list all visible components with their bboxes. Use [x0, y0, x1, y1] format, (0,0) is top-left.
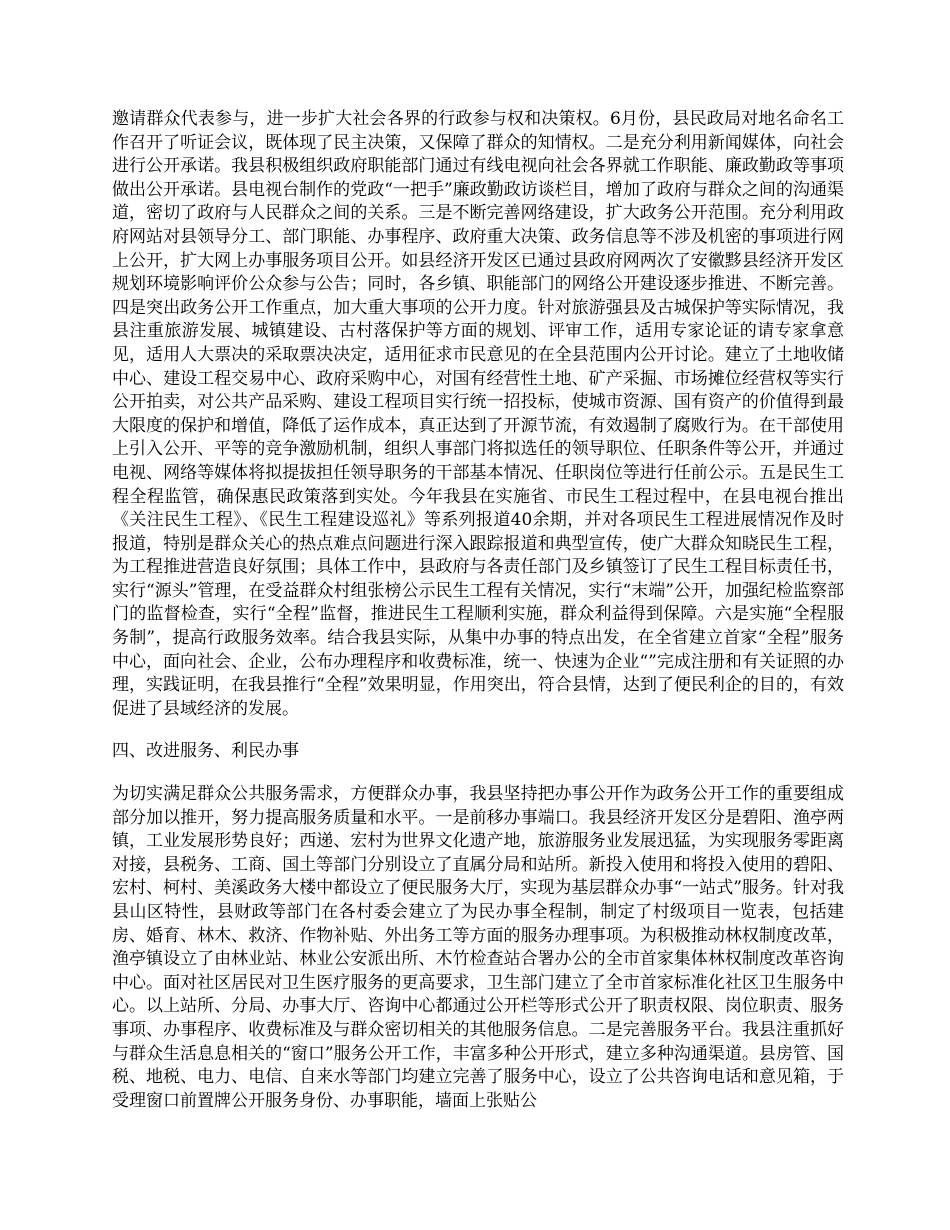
document-page: [112, 108, 844, 1113]
body-paragraph: 邀请群众代表参与，进一步扩大社会各界的行政参与权和决策权。6月份，县民政局对地名命名工作召开了听证会议，既体现了民主决策，又保障了群众的知情权。二是充分利用新闻媒体，向社会进行公开承诺。我县积极组织政府职能部门通过有线电视向社会各界就工作职能、廉政勤政等事项做出公开承诺。县电视台制作的党政“一把手”廉政勤政访谈栏目，增加了政府与群众之间的沟通渠道，密切了政府与人民群众之间的关系。三是不断完善网络建设，扩大政务公开范围。充分利用政府网站对县领导分工、部门职能、办事程序、政府重大决策、政务信息等不涉及机密的事项进行网上公开，扩大网上办事服务项目公开。如县经济开发区已通过县政府网两次了安徽黟县经济开发区规划环境影响评价公众参与公告；同时，各乡镇、职能部门的网络公开建设逐步推进、不断完善。四是突出政务公开工作重点，加大重大事项的公开力度。针对旅游强县及古城保护等实际情况，我县注重旅游发展、城镇建设、古村落保护等方面的规划、评审工作，适用专家论证的请专家拿意见，适用人大票决的采取票决决定，适用征求市民意见的在全县范围内公开讨论。建立了土地收储中心、建设工程交易中心、政府采购中心，对国有经营性土地、矿产采掘、市场摊位经营权等实行公开拍卖，对公共产品采购、建设工程项目实行统一招投标，使城市资源、国有资产的价值得到最大限度的保护和增值，降低了运作成本，真正达到了开源节流，有效遏制了腐败行为。在干部使用上引入公开、平等的竞争激励机制，组织人事部门将拟选任的领导职位、任职条件等公开，并通过电视、网络等媒体将拟提拔担任领导职务的干部基本情况、任职岗位等进行任前公示。五是民生工程全程监管，确保惠民政策落到实处。今年我县在实施省、市民生工程过程中，在县电视台推出《关注民生工程》、《民生工程建设巡礼》等系列报道40余期，并对各项民生工程进展情况作及时报道，特别是群众关心的热点难点问题进行深入跟踪报道和典型宣传，使广大群众知晓民生工程，为工程推进营造良好氛围；具体工作中，县政府与各责任部门及乡镇签订了民生工程目标责任书，实行“源头”管理，在受益群众村组张榜公示民生工程有关情况，实行“末端”公开，加强纪检监察部门的监督检查，实行“全程”监督，推进民生工程顺利实施，群众利益得到保障。六是实施“全程服务制”，提高行政服务效率。结合我县实际，从集中办事的特点出发，在全省建立首家“全程”服务中心，面向社会、企业，公布办理程序和收费标准，统一、快速为企业“”完成注册和有关证照的办理，实践证明，在我县推行“全程”效果明显，作用突出，符合县情，达到了便民利企的目的，有效促进了县域经济的发展。: [112, 109, 844, 719]
section-heading: 四、改进服务、利民办事: [112, 741, 299, 762]
body-paragraph: 为切实满足群众公共服务需求，方便群众办事，我县坚持把办事公开作为政务公开工作的重要组成部分加以推开，努力提高服务质量和水平。一是前移办事端口。我县经济开发区分是碧阳、渔亭两镇，工业发展形势良好；西递、宏村为世界文化遗产地，旅游服务业发展迅猛，为实现服务零距离对接，县税务、工商、国土等部门分别设立了直属分局和站所。新投入使用和将投入使用的碧阳、宏村、柯村、美溪政务大楼中都设立了便民服务大厅，实现为基层群众办事“一站式”服务。针对我县山区特性，县财政等部门在各村委会建立了为民办事全程制，制定了村级项目一览表，包括建房、婚育、林木、救济、作物补贴、外出务工等方面的服务办理事项。为积极推动林权制度改革，渔亭镇设立了由林业站、林业公安派出所、木竹检查站合署办公的全市首家集体林权制度改革咨询中心。面对社区居民对卫生医疗服务的更高要求，卫生部门建立了全市首家标准化社区卫生服务中心。以上站所、分局、办事大厅、咨询中心都通过公开栏等形式公开了职责权限、岗位职责、服务事项、办事程序、收费标准及与群众密切相关的其他服务信息。二是完善服务平台。我县注重抓好与群众生活息息相关的“窗口”服务公开工作，丰富多种公开形式，建立多种沟通渠道。县房管、国税、地税、电力、电信、自来水等部门均建立完善了服务中心，设立了公共咨询电话和意见箱，于受理窗口前置牌公开服务身份、办事职能，墙面上张贴公: [112, 784, 844, 1111]
